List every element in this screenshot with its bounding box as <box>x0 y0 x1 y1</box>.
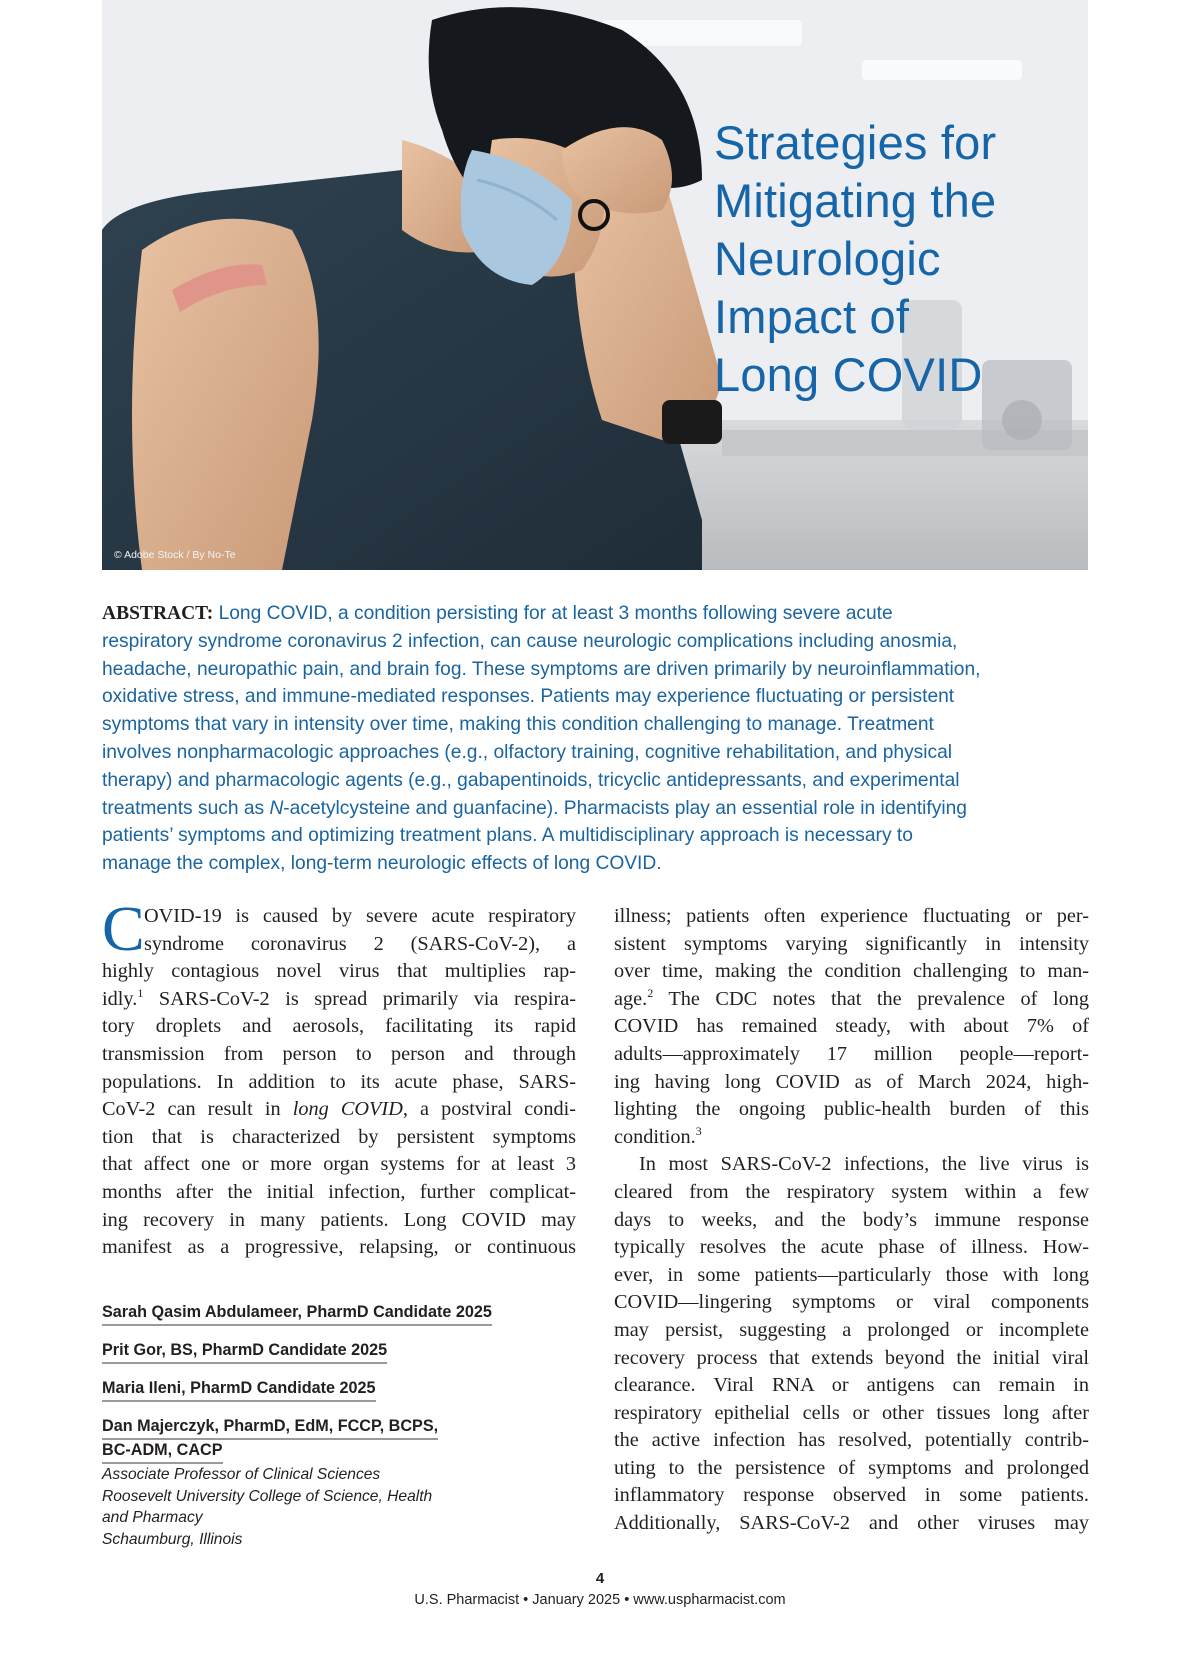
article-title <box>714 114 996 404</box>
body-line: typically resolves the acute phase of illness. How- <box>614 1236 1089 1259</box>
body-line: ever, in some patients—particularly those with long <box>614 1263 1089 1286</box>
body-line: respiratory epithelial cells or other tissues long after <box>614 1401 1089 1424</box>
body-column-left <box>102 903 576 1262</box>
author-entry <box>102 1378 562 1402</box>
title-line: Neurologic <box>714 232 941 285</box>
body-line: condition.$^3$ <box>614 1123 702 1148</box>
page-footer: U.S. Pharmacist • January 2025 • www.uspharmacist.com <box>414 1592 786 1608</box>
photo-credit: © Adobe Stock / By No-Te <box>114 549 236 561</box>
body-line: COVID—lingering symptoms or viral components <box>614 1291 1089 1314</box>
author-name: BC-ADM, CACP <box>102 1440 223 1464</box>
abstract <box>102 600 1092 878</box>
body-column-right <box>614 903 1089 1538</box>
body-line: CoV-2 can result in long COVID, a postviral condi- <box>102 1098 576 1121</box>
affiliation-line: Roosevelt University College of Science, Health <box>102 1487 433 1505</box>
body-line: cleared from the respiratory system within a few <box>614 1180 1089 1203</box>
body-line: COVID has remained steady, with about 7% of <box>614 1015 1089 1038</box>
affiliation-line: Associate Professor of Clinical Sciences <box>102 1466 381 1483</box>
body-line: the active infection has resolved, potentially contrib- <box>614 1429 1089 1452</box>
body-line: recovery process that extends beyond the initial viral <box>614 1346 1089 1369</box>
drop-cap: C <box>102 893 145 964</box>
abstract-line: involves nonpharmacologic approaches (e.g., olfactory training, cognitive rehabilitation, and physical <box>102 741 953 763</box>
title-line: Impact of <box>714 290 910 343</box>
hero-photo <box>102 0 1088 570</box>
abstract-line: manage the complex, long-term neurologic effects of long COVID. <box>102 853 662 875</box>
body-line: days to weeks, and the body’s immune response <box>614 1208 1089 1231</box>
body-line: lighting the ongoing public-health burden of this <box>614 1098 1089 1121</box>
author-entry <box>102 1302 562 1326</box>
abstract-line: oxidative stress, and immune-mediated responses. Patients may experience fluctuating or persistent <box>102 686 955 708</box>
abstract-line: headache, neuropathic pain, and brain fog. These symptoms are driven primarily by neuroinflammation, <box>102 658 981 680</box>
body-line: OVID-19 is caused by severe acute respiratory <box>144 905 576 927</box>
body-line: idly.$^1$ SARS-CoV-2 is spread primarily via respira- <box>102 986 576 1010</box>
title-line: Strategies for <box>714 116 997 169</box>
affiliation-line: and Pharmacy <box>102 1509 203 1526</box>
abstract-line: ABSTRACT: Long COVID, a condition persisting for at least 3 months following severe acute <box>102 603 893 624</box>
body-line: Additionally, SARS-CoV-2 and other viruses may <box>614 1512 1089 1535</box>
title-line: Long COVID <box>714 348 983 401</box>
abstract-line: treatments such as N-acetylcysteine and guanfacine). Pharmacists play an essential role in identifying <box>102 797 967 819</box>
body-line: adults—approximately 17 million people—report- <box>614 1042 1089 1065</box>
author-name: Prit Gor, BS, PharmD Candidate 2025 <box>102 1340 387 1364</box>
abstract-line: therapy) and pharmacologic agents (e.g., gabapentinoids, tricyclic antidepressants, and experimental <box>102 769 960 791</box>
author-list <box>102 1302 562 1550</box>
abstract-line: respiratory syndrome coronavirus 2 infection, can cause neurologic complications including anosmia, <box>102 630 958 652</box>
affiliation-line: Schaumburg, Illinois <box>102 1530 243 1548</box>
body-line: over time, making the condition challenging to man- <box>614 960 1089 983</box>
body-line: tion that is characterized by persistent symptoms <box>102 1125 576 1148</box>
citation-ref: 1 <box>137 986 144 1001</box>
body-line: manifest as a progressive, relapsing, or continuous <box>102 1236 576 1259</box>
body-line: ing having long COVID as of March 2024, high- <box>614 1070 1089 1093</box>
body-line: tory droplets and aerosols, facilitating its rapid <box>102 1015 576 1038</box>
body-line: syndrome coronavirus 2 (SARS-CoV-2), a <box>144 932 576 955</box>
citation-ref: 2 <box>647 986 654 1001</box>
abstract-label: ABSTRACT: <box>102 603 214 624</box>
author-name: Sarah Qasim Abdulameer, PharmD Candidate 2025 <box>102 1302 492 1326</box>
body-line: clearance. Viral RNA or antigens can remain in <box>614 1374 1089 1397</box>
author-name: Maria Ileni, PharmD Candidate 2025 <box>102 1378 376 1402</box>
abstract-line: symptoms that vary in intensity over time, making this condition challenging to manage. Treatment <box>102 714 934 736</box>
author-entry <box>102 1340 562 1364</box>
body-line: populations. In addition to its acute phase, SARS- <box>102 1070 576 1093</box>
body-line: months after the initial infection, further complicat- <box>102 1180 576 1203</box>
title-line: Mitigating the <box>714 174 997 227</box>
abstract-line: patients’ symptoms and optimizing treatment plans. A multidisciplinary approach is necessary to <box>102 825 913 847</box>
body-line: illness; patients often experience fluctuating or per- <box>614 905 1089 927</box>
body-line: ing recovery in many patients. Long COVID may <box>102 1208 576 1231</box>
body-line: inflammatory response observed in some patients. <box>614 1484 1089 1507</box>
body-line: that affect one or more organ systems for at least 3 <box>102 1153 576 1176</box>
body-line: highly contagious novel virus that multiplies rap- <box>102 960 576 983</box>
citation-ref: 3 <box>695 1123 702 1138</box>
body-line: transmission from person to person and through <box>102 1042 576 1065</box>
author-entry <box>102 1416 562 1550</box>
author-name: Dan Majerczyk, PharmD, EdM, FCCP, BCPS, <box>102 1416 438 1440</box>
body-line: sistent symptoms varying significantly in intensity <box>614 932 1089 955</box>
body-line: In most SARS-CoV-2 infections, the live virus is <box>639 1153 1089 1176</box>
body-line: uting to the persistence of symptoms and prolonged <box>614 1456 1089 1479</box>
body-line: may persist, suggesting a prolonged or incomplete <box>614 1318 1089 1341</box>
page-number: 4 <box>595 1570 605 1587</box>
body-line: age.$^2$ The CDC notes that the prevalence of long <box>614 986 1089 1010</box>
